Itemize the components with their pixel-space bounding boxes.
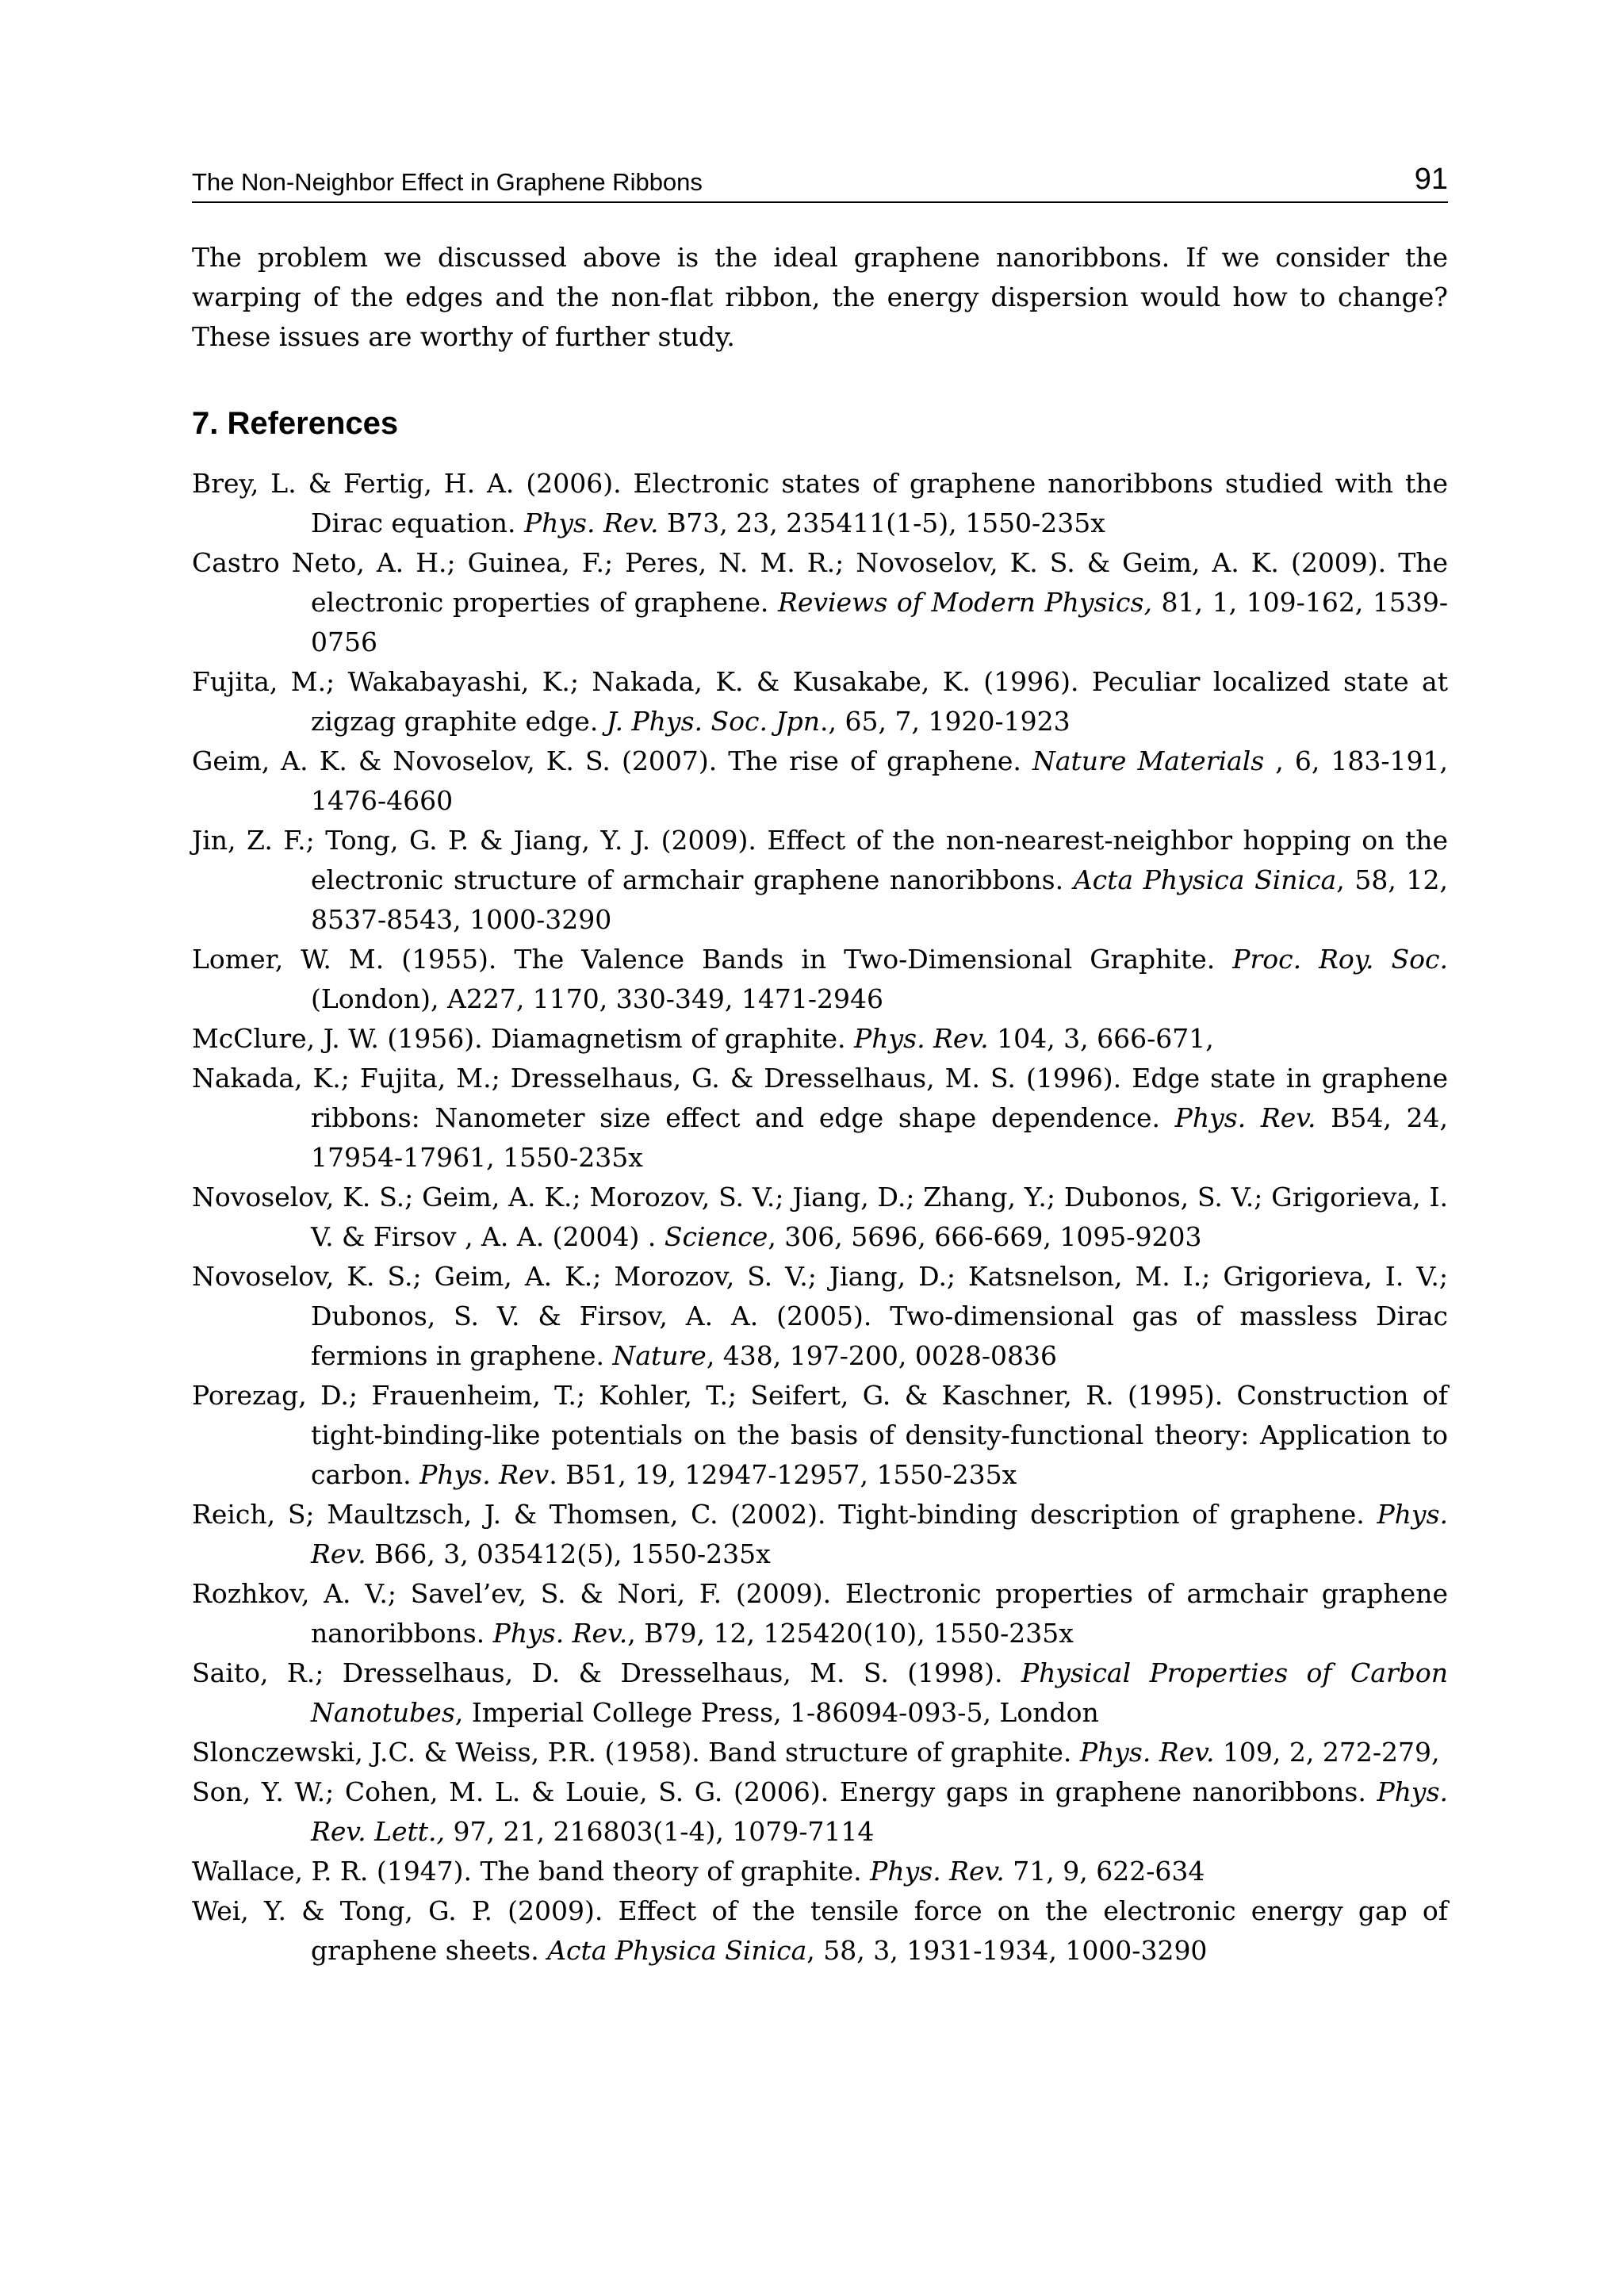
- reference-item: [192, 741, 1448, 821]
- page-number: 91: [1414, 163, 1448, 196]
- reference-journal: Phys. Rev. Lett.,: [311, 1776, 1448, 1847]
- reference-text: Castro Neto, A. H.; Guinea, F.; Peres, N. M. R.; Novoselov, K. S. & Geim, A. K. (2009). The electronic properties of graphene.: [192, 547, 1448, 618]
- reference-journal: Science: [664, 1221, 768, 1252]
- reference-text: Wallace, P. R. (1947). The band theory of graphite.: [192, 1856, 871, 1887]
- reference-item: [192, 821, 1448, 940]
- reference-item: [192, 1772, 1448, 1852]
- reference-item: [192, 1733, 1448, 1772]
- reference-list: [192, 464, 1448, 1971]
- reference-text: Fujita, M.; Wakabayashi, K.; Nakada, K. & Kusakabe, K. (1996). Peculiar localized state at zigzag graphite edge.: [192, 666, 1448, 737]
- reference-details: 81, 1, 109-162, 1539-0756: [311, 587, 1449, 657]
- reference-text: Jin, Z. F.; Tong, G. P. & Jiang, Y. J. (2009). Effect of the non-nearest-neighbor hopping on the electronic structure of armchair graphene nanoribbons.: [192, 825, 1448, 895]
- reference-text: Wei, Y. & Tong, G. P. (2009). Effect of the tensile force on the electronic energy gap of graphene sheets.: [192, 1895, 1448, 1966]
- reference-text: Novoselov, K. S.; Geim, A. K.; Morozov, S. V.; Jiang, D.; Katsnelson, M. I.; Grigorieva, I. V.; Dubonos, S. V. & Firsov, A. A. (2005). Two-dimensional gas of massless Dirac fermions in graphene.: [192, 1261, 1448, 1371]
- reference-journal: Proc. Roy. Soc.: [1232, 944, 1448, 975]
- reference-details: (London), A227, 1170, 330-349, 1471-2946: [311, 983, 883, 1014]
- reference-journal: Phys. Rev.: [523, 508, 659, 538]
- reference-item: [192, 1019, 1448, 1059]
- reference-journal: Reviews of Modern Physics,: [777, 587, 1152, 618]
- references-heading: 7. References: [192, 406, 399, 441]
- reference-item: [192, 1376, 1448, 1495]
- reference-text: Rozhkov, A. V.; Savel’ev, S. & Nori, F. (2009). Electronic properties of armchair graphene nanoribbons.: [192, 1578, 1448, 1649]
- reference-journal: Phys. Rev.: [1079, 1737, 1215, 1768]
- reference-item: [192, 1653, 1448, 1733]
- reference-text: Novoselov, K. S.; Geim, A. K.; Morozov, S. V.; Jiang, D.; Zhang, Y.; Dubonos, S. V.; Grigorieva, I. V. & Firsov , A. A. (2004) .: [192, 1182, 1448, 1252]
- reference-details: , B79, 12, 125420(10), 1550-235x: [627, 1618, 1074, 1649]
- reference-journal: Nature Materials: [1032, 745, 1265, 776]
- running-head-title: The Non-Neighbor Effect in Graphene Ribbons: [192, 168, 703, 196]
- reference-details: 109, 2, 272-279,: [1214, 1737, 1440, 1768]
- reference-item: [192, 662, 1448, 741]
- reference-text: Nakada, K.; Fujita, M.; Dresselhaus, G. & Dresselhaus, M. S. (1996). Edge state in graphene ribbons: Nanometer size effect and edge shape dependence.: [192, 1063, 1448, 1133]
- reference-text: Lomer, W. M. (1955). The Valence Bands in Two-Dimensional Graphite.: [192, 944, 1233, 975]
- reference-details: . B51, 19, 12947-12957, 1550-235x: [549, 1459, 1017, 1490]
- reference-text: Saito, R.; Dresselhaus, D. & Dresselhaus, M. S. (1998).: [192, 1657, 1021, 1688]
- reference-text: Son, Y. W.; Cohen, M. L. & Louie, S. G. (2006). Energy gaps in graphene nanoribbons.: [192, 1776, 1377, 1807]
- reference-journal: Phys. Rev.: [1174, 1102, 1316, 1133]
- reference-details: 104, 3, 666-671,: [988, 1023, 1214, 1054]
- reference-journal: J. Phys. Soc. Jpn: [606, 706, 821, 737]
- running-head: [192, 163, 1448, 203]
- reference-details: , 6, 183-191, 1476-4660: [311, 745, 1448, 816]
- reference-item: [192, 543, 1448, 662]
- reference-details: B54, 24, 17954-17961, 1550-235x: [311, 1102, 1449, 1173]
- reference-journal: Phys. Rev.: [492, 1618, 628, 1649]
- reference-item: [192, 1574, 1448, 1653]
- reference-details: , Imperial College Press, 1-86094-093-5, London: [454, 1697, 1099, 1728]
- reference-details: , 58, 3, 1931-1934, 1000-3290: [806, 1935, 1208, 1966]
- reference-text: Brey, L. & Fertig, H. A. (2006). Electronic states of graphene nanoribbons studied with the Dirac equation.: [192, 468, 1448, 538]
- reference-text: McClure, J. W. (1956). Diamagnetism of graphite.: [192, 1023, 855, 1054]
- reference-item: [192, 1495, 1448, 1574]
- reference-journal: Acta Physica Sinica: [1073, 864, 1337, 895]
- reference-details: ., 65, 7, 1920-1923: [820, 706, 1071, 737]
- reference-text: Slonczewski, J.C. & Weiss, P.R. (1958). Band structure of graphite.: [192, 1737, 1080, 1768]
- reference-item: [192, 1852, 1448, 1891]
- reference-text: Porezag, D.; Frauenheim, T.; Kohler, T.; Seifert, G. & Kaschner, R. (1995). Construction of tight-binding-like potentials on the basis of density-functional theory: Application to carbon.: [192, 1380, 1448, 1490]
- reference-journal: Nature: [612, 1340, 707, 1371]
- reference-details: B73, 23, 235411(1-5), 1550-235x: [658, 508, 1105, 538]
- reference-journal: Acta Physica Sinica: [547, 1935, 807, 1966]
- reference-item: [192, 940, 1448, 1019]
- reference-item: [192, 1891, 1448, 1971]
- reference-details: , 58, 12, 8537-8543, 1000-3290: [311, 864, 1449, 935]
- reference-details: , 306, 5696, 666-669, 1095-9203: [768, 1221, 1202, 1252]
- reference-details: B66, 3, 035412(5), 1550-235x: [366, 1538, 771, 1569]
- reference-item: [192, 464, 1448, 543]
- reference-item: [192, 1059, 1448, 1178]
- reference-item: [192, 1178, 1448, 1257]
- reference-text: Geim, A. K. & Novoselov, K. S. (2007). The rise of graphene.: [192, 745, 1032, 776]
- reference-item: [192, 1257, 1448, 1376]
- reference-journal: Phys. Rev.: [311, 1499, 1448, 1569]
- reference-journal: Phys. Rev.: [854, 1023, 989, 1054]
- reference-journal: Phys. Rev.: [870, 1856, 1005, 1887]
- reference-journal: Physical Properties of Carbon Nanotubes: [311, 1657, 1448, 1728]
- reference-details: 71, 9, 622-634: [1004, 1856, 1205, 1887]
- reference-details: 97, 21, 216803(1-4), 1079-7114: [445, 1816, 875, 1847]
- reference-details: , 438, 197-200, 0028-0836: [706, 1340, 1057, 1371]
- reference-journal: Phys. Rev: [419, 1459, 550, 1490]
- reference-text: Reich, S; Maultzsch, J. & Thomsen, C. (2002). Tight-binding description of graphene.: [192, 1499, 1377, 1530]
- body-paragraph: The problem we discussed above is the ideal graphene nanoribbons. If we consider the warping of the edges and the non-flat ribbon, the energy dispersion would how to change? These issues are worthy of further study.: [192, 242, 1448, 352]
